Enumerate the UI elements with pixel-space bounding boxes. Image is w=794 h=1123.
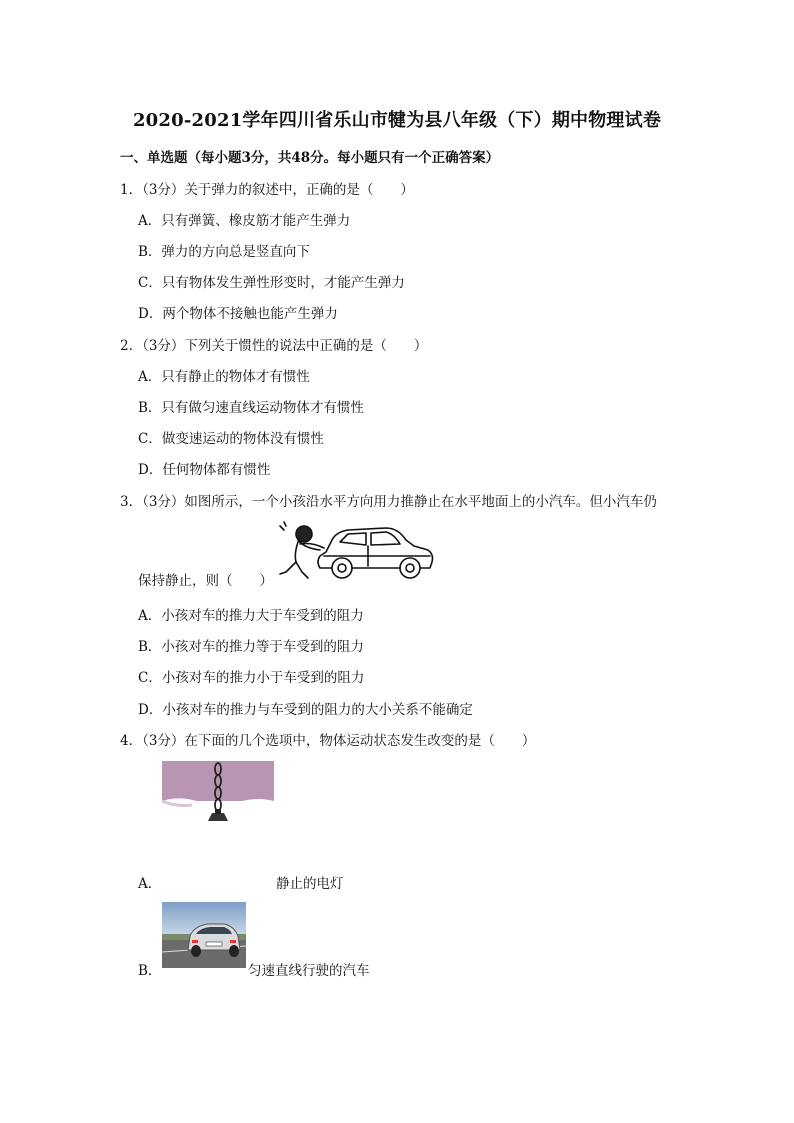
question-4-stem: 4．（3分）在下面的几个选项中，物体运动状态发生改变的是（ ） [120, 733, 536, 749]
question-2-option-b: B．只有做匀速直线运动物体才有惯性 [138, 400, 364, 416]
section-heading-single-choice: 一、单选题（每小题3分，共48分。每小题只有一个正确答案） [120, 150, 500, 166]
driving-car-photo [162, 902, 246, 968]
question-2-stem: 2．（3分）下列关于惯性的说法中正确的是（ ） [120, 338, 428, 354]
question-3-stem-continued: 保持静止，则（ ） [138, 573, 273, 589]
question-2-option-d: D．任何物体都有惯性 [138, 462, 271, 478]
question-4-option-a-label: A． [138, 876, 162, 892]
question-4-option-b-text: 匀速直线行驶的汽车 [248, 963, 370, 979]
question-4-option-a-text: 静止的电灯 [276, 876, 344, 892]
question-4-option-b-label: B． [138, 963, 162, 979]
question-1-stem: 1．（3分）关于弹力的叙述中，正确的是（ ） [120, 182, 414, 198]
question-1-option-b: B．弹力的方向总是竖直向下 [138, 244, 310, 260]
question-3-option-d: D．小孩对车的推力与车受到的阻力的大小关系不能确定 [138, 702, 473, 718]
question-3-stem: 3．（3分）如图所示，一个小孩沿水平方向用力推静止在水平地面上的小汽车。但小汽车仍 [120, 494, 657, 510]
question-2-option-a: A．只有静止的物体才有惯性 [138, 369, 310, 385]
question-3-option-b: B．小孩对车的推力等于车受到的阻力 [138, 639, 364, 655]
document-title: 2020-2021学年四川省乐山市犍为县八年级（下）期中物理试卷 [132, 110, 662, 131]
child-pushing-car-illustration [274, 518, 436, 582]
question-1-option-a: A．只有弹簧、橡皮筋才能产生弹力 [138, 213, 351, 229]
question-3-option-c: C．小孩对车的推力小于车受到的阻力 [138, 670, 365, 686]
question-1-option-c: C．只有物体发生弹性形变时，才能产生弹力 [138, 275, 405, 291]
question-2-option-c: C．做变速运动的物体没有惯性 [138, 431, 324, 447]
question-1-option-d: D．两个物体不接触也能产生弹力 [138, 306, 338, 322]
question-3-option-a: A．小孩对车的推力大于车受到的阻力 [138, 608, 364, 624]
hanging-lamp-photo [162, 761, 274, 833]
